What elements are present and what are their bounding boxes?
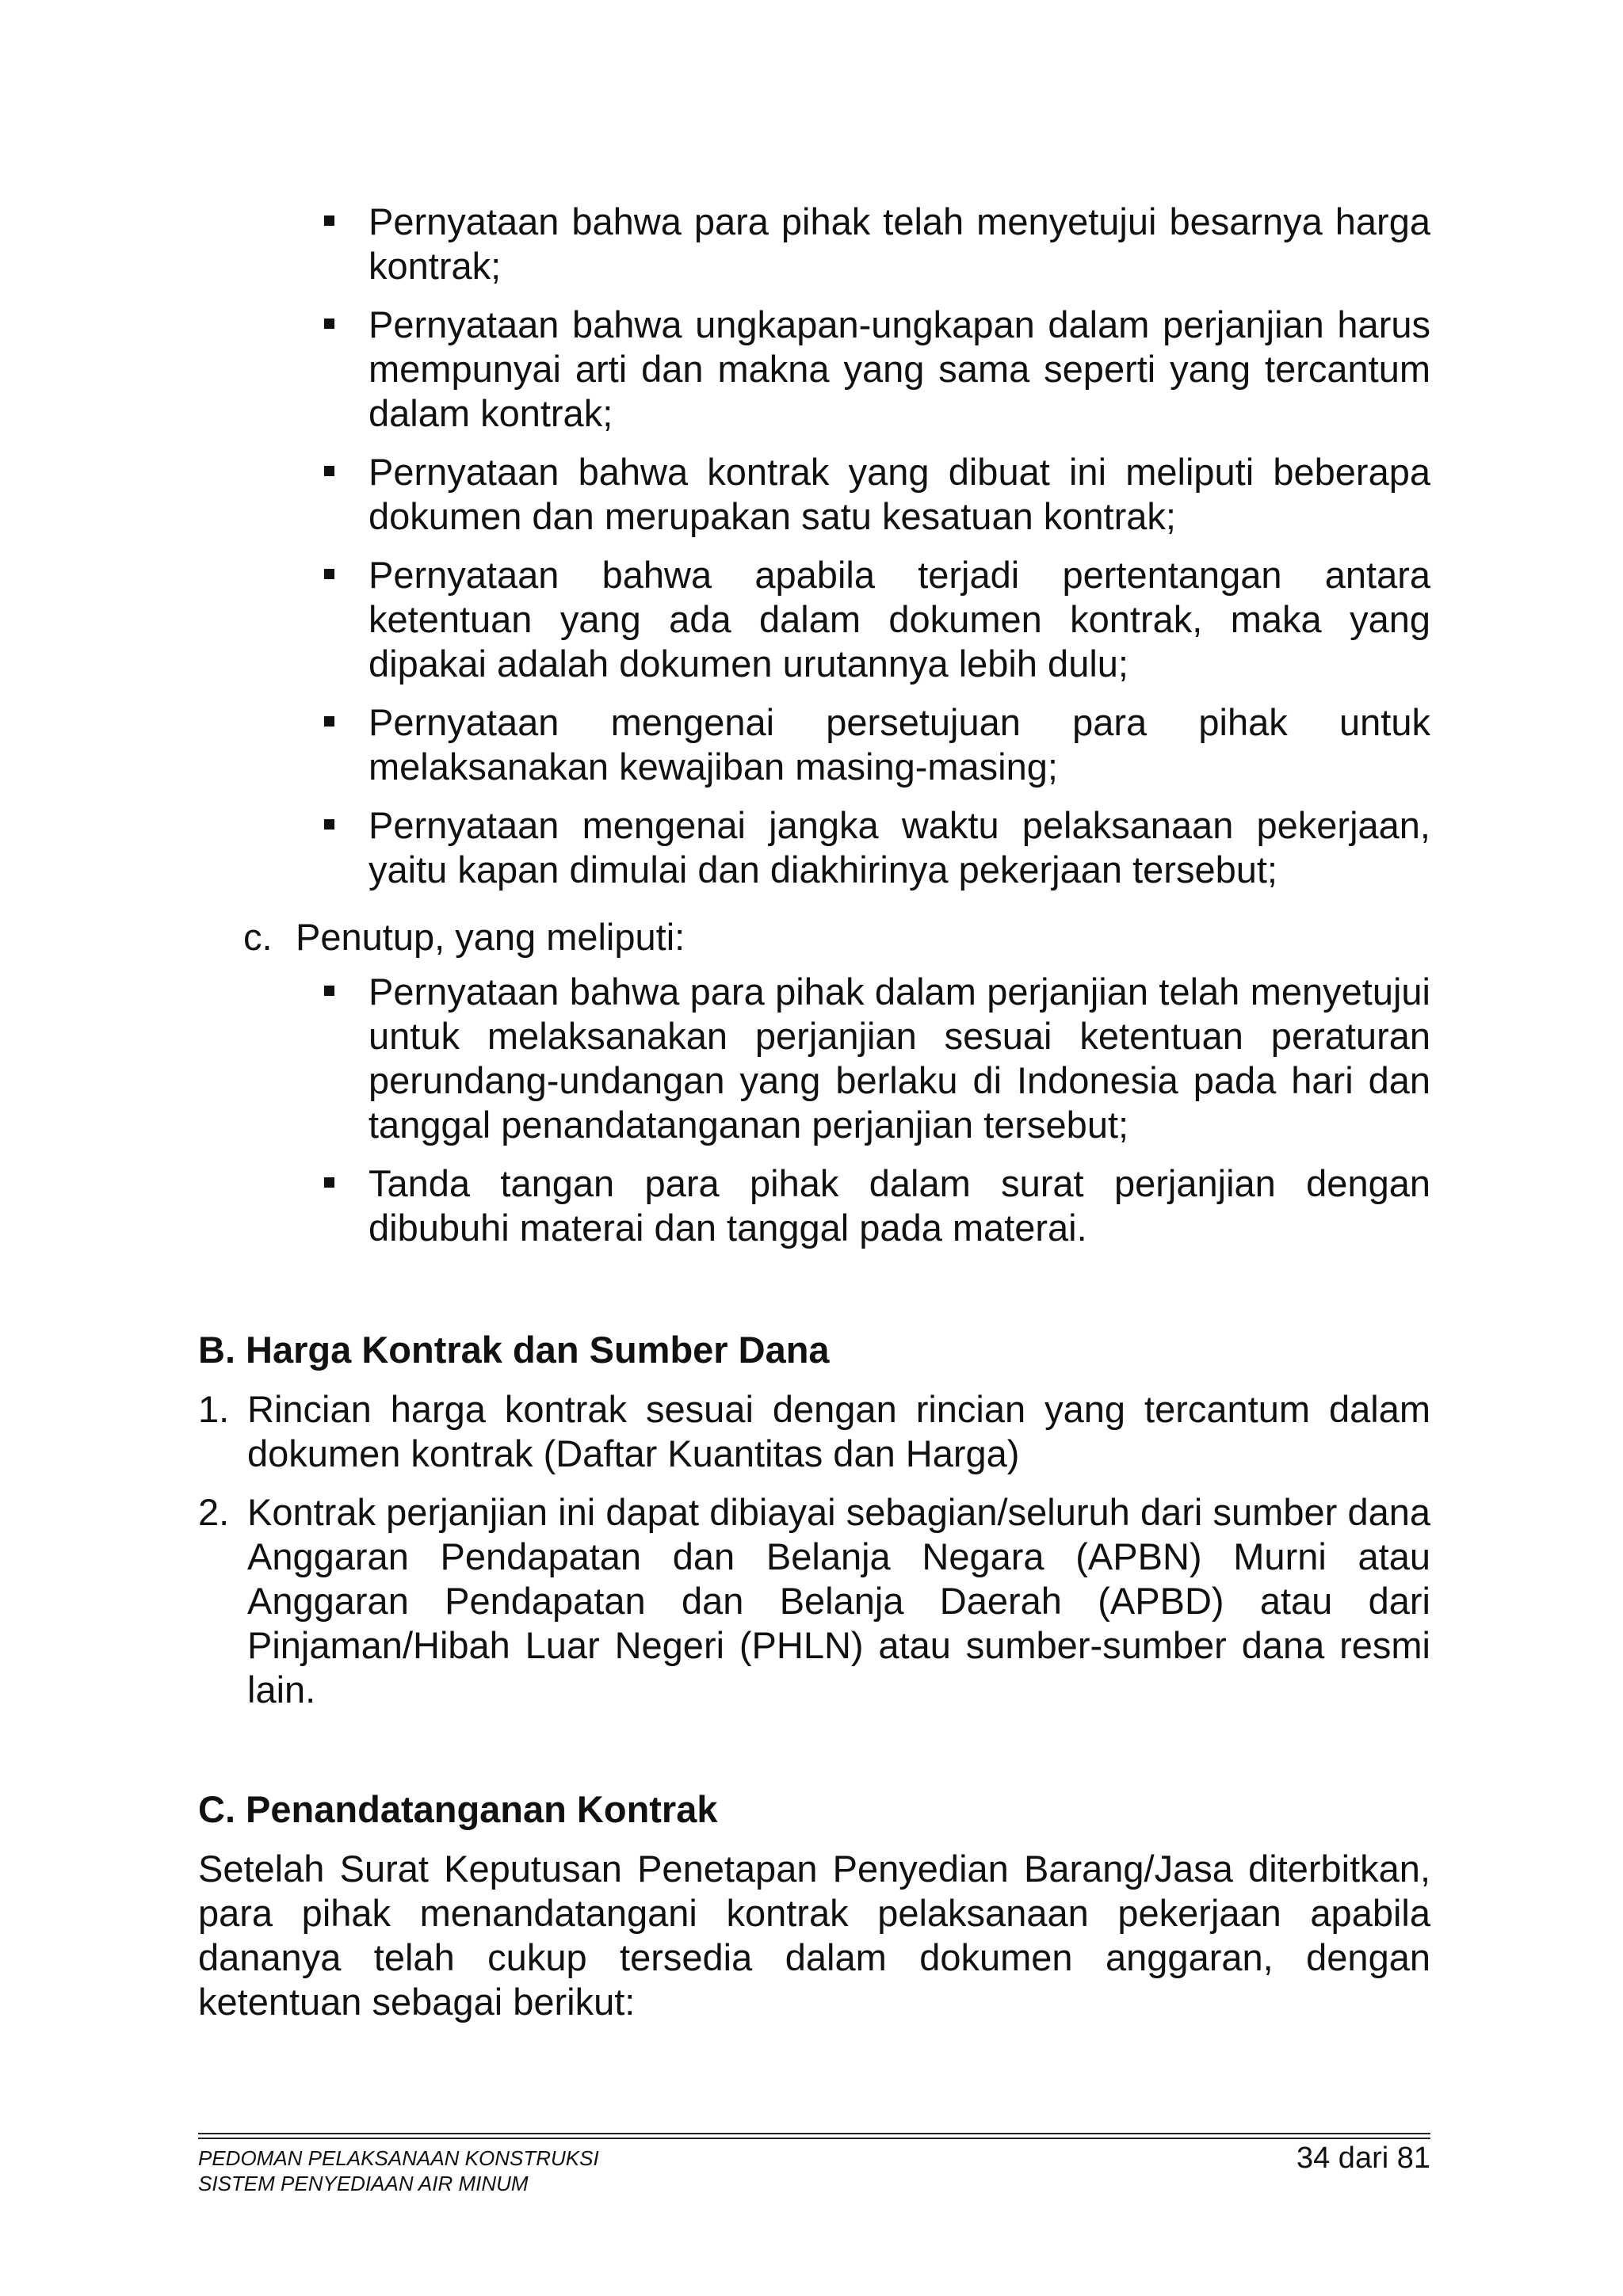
footer-document-title <box>198 2145 599 2196</box>
square-bullet-icon <box>324 819 334 830</box>
footer-line-1: PEDOMAN PELAKSANAAN KONSTRUKSI <box>198 2146 599 2170</box>
bullet-text: Pernyataan bahwa ungkapan-ungkapan dalam perjanjian harus mempunyai arti dan makna yang sama seperti yang tercantum dalam kontrak; <box>369 303 1430 434</box>
list-item <box>198 1490 1430 1712</box>
list-item <box>369 303 1430 436</box>
bullet-text: Pernyataan bahwa para pihak dalam perjanjian telah menyetujui untuk melaksanakan perjanjian sesuai ketentuan peraturan perundang-undangan yang berlaku di Indonesia pada hari dan tanggal penandatanganan perjanjian tersebut; <box>369 971 1430 1146</box>
footer-divider <box>198 2133 1430 2134</box>
numbered-list-b <box>198 1387 1430 1726</box>
item-c-closing <box>243 915 1432 959</box>
list-item <box>369 803 1430 892</box>
square-bullet-icon <box>324 466 334 476</box>
item-number: 1. <box>198 1388 230 1430</box>
page-number: 34 dari 81 <box>1296 2142 1430 2175</box>
bullet-text: Pernyataan mengenai persetujuan para pihak untuk melaksanakan kewajiban masing-masing; <box>369 701 1430 788</box>
item-text: Kontrak perjanjian ini dapat dibiayai sebagian/seluruh dari sumber dana Anggaran Pendapatan dan Belanja Negara (APBN) Murni atau Anggaran Pendapatan dan Belanja Daerah (APBD) atau dari Pinjaman/Hibah Luar Negeri (PHLN) atau sumber-sumber dana resmi lain. <box>247 1491 1430 1711</box>
list-item <box>369 1161 1430 1250</box>
list-item <box>369 553 1430 686</box>
footer-divider <box>198 2138 1430 2139</box>
list-item <box>369 970 1430 1147</box>
section-heading-c: C. Penandatanganan Kontrak <box>198 1788 718 1830</box>
square-bullet-icon <box>324 716 334 727</box>
square-bullet-icon <box>324 318 334 329</box>
item-number: 2. <box>198 1491 230 1533</box>
list-item <box>369 700 1430 789</box>
item-c-text: Penutup, yang meliputi: <box>296 916 685 958</box>
bullet-text: Pernyataan bahwa kontrak yang dibuat ini meliputi beberapa dokumen dan merupakan satu kesatuan kontrak; <box>369 451 1430 537</box>
square-bullet-icon <box>324 215 334 226</box>
item-marker: c. <box>243 916 273 958</box>
section-heading-b: B. Harga Kontrak dan Sumber Dana <box>198 1329 830 1371</box>
bullet-list-contract-statements <box>369 200 1430 906</box>
bullet-text: Pernyataan bahwa apabila terjadi pertentangan antara ketentuan yang ada dalam dokumen kontrak, maka yang dipakai adalah dokumen urutannya lebih dulu; <box>369 554 1430 685</box>
section-c-paragraph: Setelah Surat Keputusan Penetapan Penyedian Barang/Jasa diterbitkan, para pihak menandatangani kontrak pelaksanaan pekerjaan apabila dananya telah cukup tersedia dalam dokumen anggaran, dengan ketentuan sebagai berikut: <box>198 1848 1430 2023</box>
bullet-text: Tanda tangan para pihak dalam surat perjanjian dengan dibubuhi materai dan tanggal pada materai. <box>369 1162 1430 1249</box>
square-bullet-icon <box>324 569 334 579</box>
bullet-text: Pernyataan bahwa para pihak telah menyetujui besarnya harga kontrak; <box>369 200 1430 287</box>
square-bullet-icon <box>324 1177 334 1188</box>
footer-line-2: SISTEM PENYEDIAAN AIR MINUM <box>198 2172 529 2195</box>
list-item <box>369 200 1430 288</box>
square-bullet-icon <box>324 986 334 996</box>
bullet-list-closing <box>369 970 1430 1264</box>
item-text: Rincian harga kontrak sesuai dengan rincian yang tercantum dalam dokumen kontrak (Daftar Kuantitas dan Harga) <box>247 1388 1430 1474</box>
list-item <box>369 450 1430 539</box>
bullet-text: Pernyataan mengenai jangka waktu pelaksanaan pekerjaan, yaitu kapan dimulai dan diakhirinya pekerjaan tersebut; <box>369 804 1430 891</box>
list-item <box>198 1387 1430 1476</box>
